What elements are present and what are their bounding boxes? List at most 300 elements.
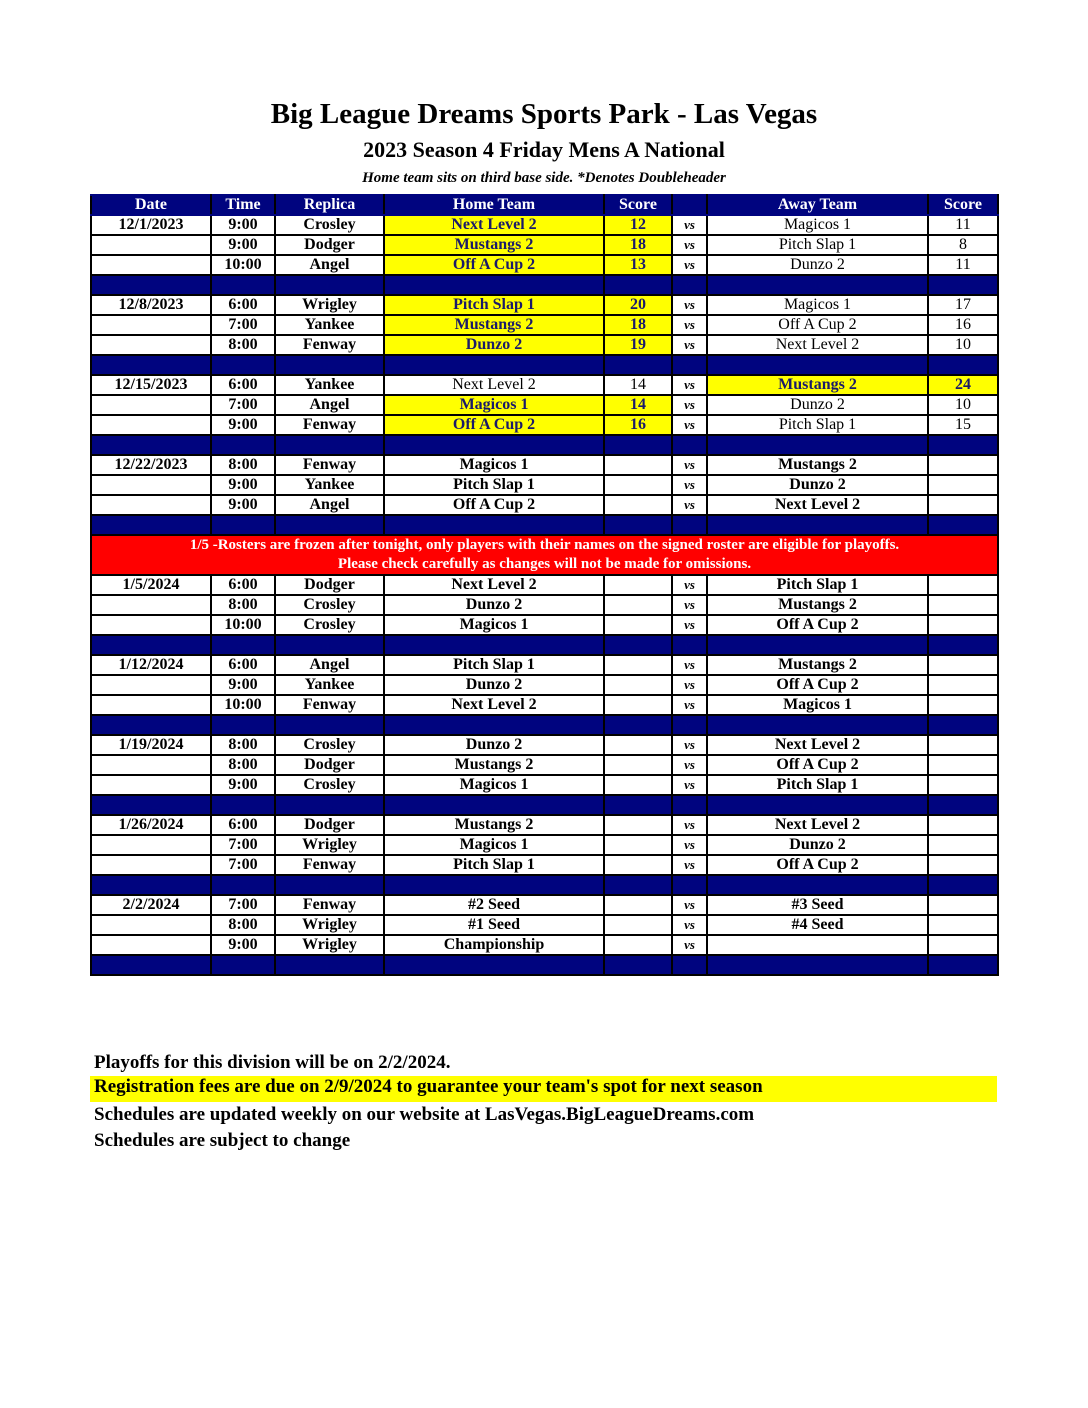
separator-cell [928,715,998,735]
game-row [91,655,998,675]
separator-cell [604,715,672,735]
home-score-cell [604,855,672,875]
replica-cell: Yankee [275,675,384,695]
time-cell: 8:00 [211,455,275,475]
home-team-cell: Off A Cup 2 [384,255,604,275]
separator-cell [707,275,928,295]
time-cell: 6:00 [211,655,275,675]
replica-cell: Angel [275,655,384,675]
date-cell: 1/26/2024 [91,815,211,835]
roster-notice-text [91,535,998,575]
separator-cell [928,875,998,895]
replica-cell: Crosley [275,595,384,615]
away-score-cell [928,475,998,495]
roster-notice [91,535,998,575]
week-separator [91,275,998,295]
home-score-cell: 14 [604,395,672,415]
separator-cell [707,355,928,375]
date-cell [91,235,211,255]
away-score-cell [928,835,998,855]
replica-cell: Wrigley [275,295,384,315]
time-cell: 10:00 [211,695,275,715]
away-score-cell [928,655,998,675]
separator-cell [275,715,384,735]
date-cell [91,335,211,355]
replica-cell: Crosley [275,735,384,755]
date-cell [91,255,211,275]
game-row [91,495,998,515]
page-title: Big League Dreams Sports Park - Las Vegas [270,98,818,130]
replica-cell: Dodger [275,235,384,255]
separator-cell [707,875,928,895]
separator-cell [275,355,384,375]
separator-cell [672,715,707,735]
home-team-cell: Championship [384,935,604,955]
replica-cell: Dodger [275,815,384,835]
away-team-cell: Dunzo 2 [707,835,928,855]
separator-cell [928,515,998,535]
home-score-cell: 18 [604,235,672,255]
date-cell [91,855,211,875]
home-score-cell [604,475,672,495]
replica-cell: Fenway [275,415,384,435]
game-row [91,735,998,755]
away-team-cell: Magicos 1 [707,295,928,315]
home-team-cell: Off A Cup 2 [384,415,604,435]
replica-cell: Wrigley [275,915,384,935]
vs-cell: vs [672,455,707,475]
separator-cell [275,955,384,975]
date-cell [91,675,211,695]
home-team-cell: Next Level 2 [384,215,604,235]
date-cell [91,835,211,855]
vs-cell: vs [672,395,707,415]
vs-cell: vs [672,835,707,855]
home-team-cell: Next Level 2 [384,575,604,595]
header-replica: Replica [275,195,384,215]
vs-cell: vs [672,255,707,275]
game-row [91,295,998,315]
replica-cell: Crosley [275,615,384,635]
home-team-cell: Dunzo 2 [384,735,604,755]
game-row [91,615,998,635]
separator-cell [672,515,707,535]
game-row [91,695,998,715]
vs-cell: vs [672,775,707,795]
away-score-cell: 10 [928,335,998,355]
separator-cell [928,635,998,655]
away-team-cell: Mustangs 2 [707,655,928,675]
date-cell [91,315,211,335]
separator-cell [211,635,275,655]
home-score-cell: 20 [604,295,672,315]
vs-cell: vs [672,375,707,395]
separator-cell [91,515,211,535]
away-team-cell: Dunzo 2 [707,395,928,415]
away-team-cell: Next Level 2 [707,815,928,835]
vs-cell: vs [672,815,707,835]
separator-cell [91,955,211,975]
game-row [91,455,998,475]
week-separator [91,715,998,735]
game-row [91,215,998,235]
date-cell [91,935,211,955]
away-team-cell: Off A Cup 2 [707,755,928,775]
separator-cell [211,435,275,455]
header-away-score: Score [928,195,998,215]
game-row [91,375,998,395]
home-score-cell [604,595,672,615]
separator-cell [672,875,707,895]
away-score-cell [928,695,998,715]
registration-note: Registration fees are due on 2/9/2024 to guarantee your team's spot for next season [90,1076,997,1102]
home-score-cell [604,655,672,675]
time-cell: 7:00 [211,855,275,875]
date-cell: 1/12/2024 [91,655,211,675]
date-cell [91,915,211,935]
away-team-cell: Next Level 2 [707,735,928,755]
game-row [91,235,998,255]
separator-cell [275,435,384,455]
separator-cell [707,795,928,815]
schedule-table [90,194,999,976]
separator-cell [672,435,707,455]
separator-cell [384,635,604,655]
date-cell [91,595,211,615]
game-row [91,255,998,275]
replica-cell: Yankee [275,315,384,335]
time-cell: 6:00 [211,375,275,395]
home-team-cell: Off A Cup 2 [384,495,604,515]
home-score-cell [604,895,672,915]
replica-cell: Fenway [275,695,384,715]
table-header [91,195,998,215]
separator-cell [672,275,707,295]
time-cell: 9:00 [211,215,275,235]
separator-cell [604,435,672,455]
away-score-cell [928,855,998,875]
home-score-cell [604,755,672,775]
away-score-cell: 11 [928,255,998,275]
home-score-cell [604,935,672,955]
home-score-cell [604,775,672,795]
away-score-cell: 16 [928,315,998,335]
away-team-cell: Magicos 1 [707,695,928,715]
separator-cell [707,435,928,455]
separator-cell [672,955,707,975]
replica-cell: Crosley [275,775,384,795]
separator-cell [384,275,604,295]
date-cell: 1/19/2024 [91,735,211,755]
date-cell: 2/2/2024 [91,895,211,915]
vs-cell: vs [672,675,707,695]
away-score-cell [928,495,998,515]
header-home-score: Score [604,195,672,215]
replica-cell: Dodger [275,755,384,775]
away-score-cell [928,935,998,955]
away-team-cell: Pitch Slap 1 [707,775,928,795]
separator-cell [384,515,604,535]
separator-cell [91,435,211,455]
away-team-cell: Pitch Slap 1 [707,235,928,255]
time-cell: 8:00 [211,735,275,755]
game-row [91,775,998,795]
replica-cell: Angel [275,495,384,515]
home-score-cell: 12 [604,215,672,235]
home-team-cell: #1 Seed [384,915,604,935]
replica-cell: Yankee [275,375,384,395]
away-score-cell [928,735,998,755]
date-cell: 12/1/2023 [91,215,211,235]
home-score-cell: 16 [604,415,672,435]
away-team-cell: #4 Seed [707,915,928,935]
game-row [91,595,998,615]
game-row [91,675,998,695]
header-date: Date [91,195,211,215]
separator-cell [384,795,604,815]
game-row [91,415,998,435]
away-team-cell: Dunzo 2 [707,475,928,495]
home-score-cell: 14 [604,375,672,395]
separator-cell [707,715,928,735]
away-score-cell: 17 [928,295,998,315]
date-cell [91,775,211,795]
game-row [91,315,998,335]
week-separator [91,955,998,975]
separator-cell [275,635,384,655]
home-score-cell [604,835,672,855]
game-row [91,935,998,955]
time-cell: 9:00 [211,415,275,435]
date-cell [91,755,211,775]
separator-cell [91,875,211,895]
playoffs-note: Playoffs for this division will be on 2/2/2024. [94,1052,451,1073]
home-team-cell: Dunzo 2 [384,335,604,355]
away-score-cell [928,575,998,595]
home-team-cell: Mustangs 2 [384,235,604,255]
game-row [91,755,998,775]
separator-cell [91,635,211,655]
home-team-cell: Dunzo 2 [384,675,604,695]
game-row [91,835,998,855]
separator-cell [604,875,672,895]
time-cell: 7:00 [211,835,275,855]
separator-cell [91,275,211,295]
time-cell: 9:00 [211,475,275,495]
separator-cell [211,715,275,735]
page-subtitle: 2023 Season 4 Friday Mens A National [363,137,725,162]
separator-cell [91,715,211,735]
vs-cell: vs [672,315,707,335]
vs-cell: vs [672,615,707,635]
separator-cell [384,355,604,375]
home-score-cell [604,915,672,935]
away-team-cell [707,935,928,955]
away-team-cell: Off A Cup 2 [707,615,928,635]
away-score-cell [928,675,998,695]
replica-cell: Fenway [275,855,384,875]
vs-cell: vs [672,735,707,755]
separator-cell [604,955,672,975]
home-score-cell [604,495,672,515]
home-team-cell: Pitch Slap 1 [384,655,604,675]
home-score-cell: 18 [604,315,672,335]
time-cell: 6:00 [211,815,275,835]
home-team-cell: Magicos 1 [384,455,604,475]
game-row [91,575,998,595]
separator-cell [672,355,707,375]
time-cell: 7:00 [211,895,275,915]
time-cell: 6:00 [211,575,275,595]
away-team-cell: Mustangs 2 [707,595,928,615]
separator-cell [928,355,998,375]
time-cell: 7:00 [211,315,275,335]
game-row [91,335,998,355]
date-cell: 12/22/2023 [91,455,211,475]
separator-cell [211,275,275,295]
replica-cell: Fenway [275,895,384,915]
away-score-cell [928,615,998,635]
replica-cell: Yankee [275,475,384,495]
away-team-cell: Magicos 1 [707,215,928,235]
time-cell: 9:00 [211,675,275,695]
separator-cell [604,275,672,295]
home-score-cell [604,675,672,695]
header-home-team: Home Team [384,195,604,215]
home-team-cell: Mustangs 2 [384,755,604,775]
separator-cell [604,515,672,535]
separator-cell [275,275,384,295]
home-team-cell: Magicos 1 [384,395,604,415]
notice-line: Please check carefully as changes will not be made for omissions. [337,556,752,572]
date-cell: 1/5/2024 [91,575,211,595]
away-score-cell [928,595,998,615]
time-cell: 9:00 [211,235,275,255]
separator-cell [91,795,211,815]
date-cell [91,395,211,415]
home-team-cell: Dunzo 2 [384,595,604,615]
separator-cell [707,515,928,535]
time-cell: 6:00 [211,295,275,315]
home-team-cell: #2 Seed [384,895,604,915]
game-row [91,855,998,875]
header-vs [672,195,707,215]
home-team-cell: Mustangs 2 [384,315,604,335]
away-team-cell: Dunzo 2 [707,255,928,275]
time-cell: 8:00 [211,915,275,935]
separator-cell [928,275,998,295]
away-score-cell [928,775,998,795]
separator-cell [928,435,998,455]
date-cell [91,475,211,495]
vs-cell: vs [672,935,707,955]
website-note: Schedules are updated weekly on our website at LasVegas.BigLeagueDreams.com [94,1104,755,1125]
date-cell: 12/8/2023 [91,295,211,315]
separator-cell [672,795,707,815]
change-note: Schedules are subject to change [94,1130,351,1151]
separator-cell [672,635,707,655]
home-score-cell [604,815,672,835]
away-score-cell [928,895,998,915]
separator-cell [384,955,604,975]
week-separator [91,515,998,535]
time-cell: 9:00 [211,935,275,955]
vs-cell: vs [672,475,707,495]
home-score-cell: 19 [604,335,672,355]
time-cell: 9:00 [211,775,275,795]
replica-cell: Fenway [275,455,384,475]
home-team-cell: Next Level 2 [384,695,604,715]
time-cell: 9:00 [211,495,275,515]
vs-cell: vs [672,855,707,875]
home-score-cell [604,695,672,715]
home-score-cell [604,455,672,475]
separator-cell [707,635,928,655]
time-cell: 10:00 [211,615,275,635]
header-away-team: Away Team [707,195,928,215]
game-row [91,815,998,835]
home-score-cell [604,615,672,635]
away-score-cell: 8 [928,235,998,255]
time-cell: 8:00 [211,755,275,775]
vs-cell: vs [672,215,707,235]
time-cell: 10:00 [211,255,275,275]
time-cell: 7:00 [211,395,275,415]
away-team-cell: Off A Cup 2 [707,855,928,875]
away-team-cell: Next Level 2 [707,495,928,515]
away-team-cell: Pitch Slap 1 [707,575,928,595]
home-team-cell: Magicos 1 [384,615,604,635]
separator-cell [384,435,604,455]
game-row [91,915,998,935]
home-team-cell: Pitch Slap 1 [384,475,604,495]
replica-cell: Crosley [275,215,384,235]
away-score-cell [928,755,998,775]
home-team-cell: Magicos 1 [384,775,604,795]
home-team-cell: Pitch Slap 1 [384,295,604,315]
replica-cell: Angel [275,395,384,415]
separator-cell [211,955,275,975]
away-team-cell: Mustangs 2 [707,375,928,395]
vs-cell: vs [672,915,707,935]
vs-cell: vs [672,335,707,355]
separator-cell [707,955,928,975]
home-team-cell: Pitch Slap 1 [384,855,604,875]
vs-cell: vs [672,595,707,615]
separator-cell [275,795,384,815]
date-cell: 12/15/2023 [91,375,211,395]
week-separator [91,875,998,895]
vs-cell: vs [672,575,707,595]
vs-cell: vs [672,415,707,435]
home-team-note: Home team sits on third base side. *Denotes Doubleheader [362,170,726,186]
away-team-cell: Pitch Slap 1 [707,415,928,435]
away-team-cell: Mustangs 2 [707,455,928,475]
separator-cell [928,795,998,815]
date-cell [91,495,211,515]
home-team-cell: Next Level 2 [384,375,604,395]
separator-cell [928,955,998,975]
header-time: Time [211,195,275,215]
notice-line: 1/5 -Rosters are frozen after tonight, only players with their names on the signed roster are eligible for playoffs. [189,537,900,553]
away-score-cell [928,815,998,835]
game-row [91,895,998,915]
home-score-cell [604,575,672,595]
vs-cell: vs [672,495,707,515]
home-score-cell: 13 [604,255,672,275]
separator-cell [211,875,275,895]
away-team-cell: Next Level 2 [707,335,928,355]
